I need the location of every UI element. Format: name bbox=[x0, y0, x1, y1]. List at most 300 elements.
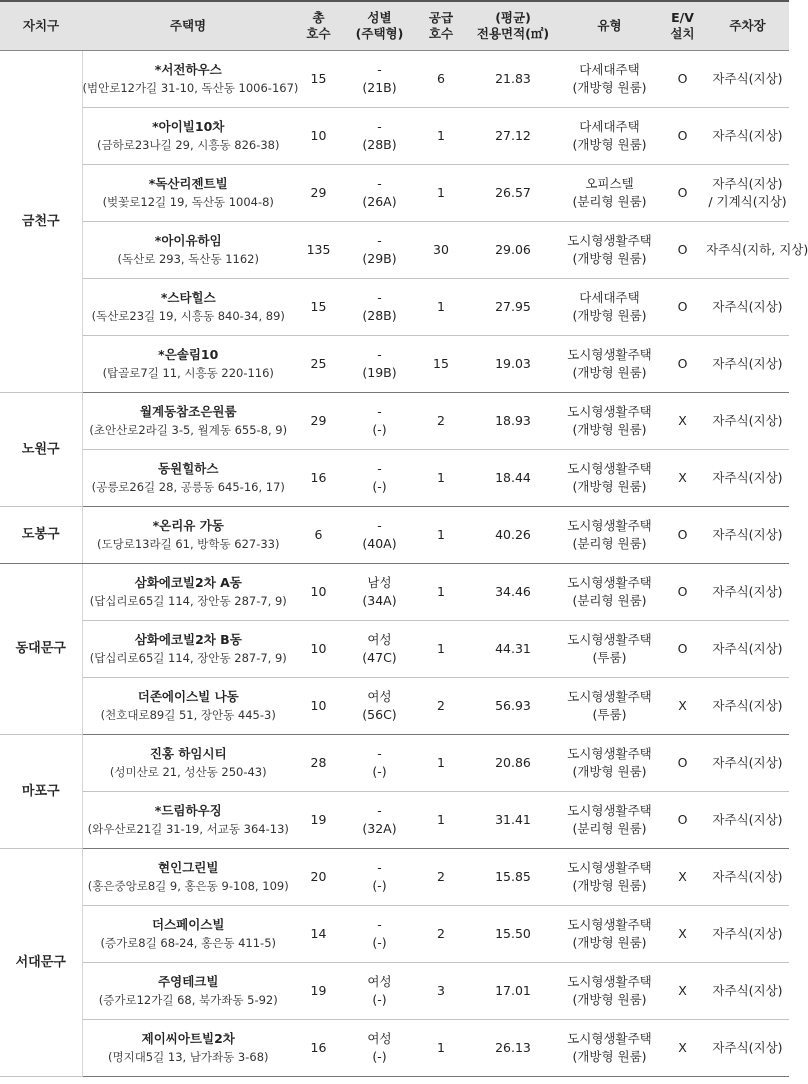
house-address: (증가로8길 68-24, 홍은동 411-5) bbox=[100, 936, 276, 950]
house-name: *스타힐스 bbox=[160, 290, 216, 305]
table-row bbox=[0, 450, 789, 507]
area: 20.86 bbox=[466, 735, 560, 792]
header-district: 자치구 bbox=[0, 1, 82, 51]
parking-cell bbox=[706, 165, 789, 222]
ev-installed: O bbox=[659, 165, 706, 222]
house-type: 도시형생활주택 bbox=[567, 404, 652, 419]
gender-cell bbox=[343, 108, 416, 165]
parking: 자주식(지상) bbox=[712, 926, 783, 941]
gender: - bbox=[377, 518, 382, 533]
ev-installed: O bbox=[659, 735, 706, 792]
house-name: *온리유 가동 bbox=[152, 518, 224, 533]
parking-cell bbox=[706, 792, 789, 849]
area: 18.93 bbox=[466, 393, 560, 450]
house-name-cell bbox=[82, 849, 294, 906]
house-type: 도시형생활주택 bbox=[567, 518, 652, 533]
supply-units: 1 bbox=[416, 108, 466, 165]
parking-cell bbox=[706, 678, 789, 735]
gender-cell bbox=[343, 963, 416, 1020]
gender: - bbox=[377, 917, 382, 932]
area: 29.06 bbox=[466, 222, 560, 279]
type-cell bbox=[560, 735, 659, 792]
ev-installed: O bbox=[659, 51, 706, 108]
unit-type: (-) bbox=[372, 878, 387, 893]
area: 18.44 bbox=[466, 450, 560, 507]
area: 15.50 bbox=[466, 906, 560, 963]
house-address: (초안산로2라길 3-5, 월계동 655-8, 9) bbox=[89, 423, 288, 437]
supply-units: 15 bbox=[416, 336, 466, 393]
gender: - bbox=[377, 176, 382, 191]
ev-installed: O bbox=[659, 108, 706, 165]
house-name: 더스페이스빌 bbox=[152, 917, 225, 932]
room-type: (개방형 원룸) bbox=[572, 251, 647, 266]
supply-units: 1 bbox=[416, 735, 466, 792]
supply-units: 30 bbox=[416, 222, 466, 279]
gender-cell bbox=[343, 906, 416, 963]
room-type: (개방형 원룸) bbox=[572, 935, 647, 950]
house-address: (명지대5길 13, 남가좌동 3-68) bbox=[107, 1050, 269, 1064]
total-units: 15 bbox=[294, 279, 343, 336]
house-address: (도당로13라길 61, 방학동 627-33) bbox=[97, 537, 280, 551]
gender-cell bbox=[343, 621, 416, 678]
house-name-cell bbox=[82, 393, 294, 450]
house-name: 진홍 하임시티 bbox=[149, 746, 227, 761]
ev-installed: O bbox=[659, 507, 706, 564]
gender-cell bbox=[343, 792, 416, 849]
total-units: 28 bbox=[294, 735, 343, 792]
total-units: 10 bbox=[294, 108, 343, 165]
room-type: (분리형 원룸) bbox=[572, 194, 647, 209]
parking-cell bbox=[706, 906, 789, 963]
gender: - bbox=[377, 347, 382, 362]
gender-cell bbox=[343, 51, 416, 108]
table-row bbox=[0, 963, 789, 1020]
gender-cell bbox=[343, 222, 416, 279]
unit-type: (56C) bbox=[362, 707, 397, 722]
house-address: (공릉로26길 28, 공릉동 645-16, 17) bbox=[91, 480, 285, 494]
unit-type: (-) bbox=[372, 422, 387, 437]
house-name: *아이유하임 bbox=[154, 233, 222, 248]
supply-units: 2 bbox=[416, 678, 466, 735]
header-gender: 성별 (주택형) bbox=[343, 1, 416, 51]
supply-units: 1 bbox=[416, 450, 466, 507]
ev-installed: X bbox=[659, 450, 706, 507]
parking: 자주식(지상) bbox=[712, 755, 783, 770]
parking-cell bbox=[706, 336, 789, 393]
table-row bbox=[0, 849, 789, 906]
parking: 자주식(지상) bbox=[712, 698, 783, 713]
house-name: 월계동참조은원룸 bbox=[139, 404, 237, 419]
ev-installed: O bbox=[659, 336, 706, 393]
table-row bbox=[0, 393, 789, 450]
gender: - bbox=[377, 290, 382, 305]
house-name-cell bbox=[82, 108, 294, 165]
room-type: (분리형 원룸) bbox=[572, 536, 647, 551]
room-type: (분리형 원룸) bbox=[572, 821, 647, 836]
parking-cell bbox=[706, 963, 789, 1020]
gender-cell bbox=[343, 849, 416, 906]
header-name: 주택명 bbox=[82, 1, 294, 51]
ev-installed: O bbox=[659, 564, 706, 621]
district-cell: 도봉구 bbox=[0, 507, 82, 564]
gender: 여성 bbox=[367, 632, 392, 647]
unit-type: (28B) bbox=[362, 137, 397, 152]
gender: - bbox=[377, 62, 382, 77]
total-units: 135 bbox=[294, 222, 343, 279]
table-row bbox=[0, 165, 789, 222]
house-address: (탑골로7길 11, 시흥동 220-116) bbox=[102, 366, 274, 380]
parking: 자주식(지상) bbox=[712, 299, 783, 314]
unit-type: (47C) bbox=[362, 650, 397, 665]
parking-extra: / 기계식(지상) bbox=[708, 194, 787, 209]
table-row bbox=[0, 1020, 789, 1077]
supply-units: 1 bbox=[416, 279, 466, 336]
table-row bbox=[0, 564, 789, 621]
unit-type: (-) bbox=[372, 992, 387, 1007]
supply-units: 1 bbox=[416, 165, 466, 222]
total-units: 10 bbox=[294, 621, 343, 678]
type-cell bbox=[560, 963, 659, 1020]
area: 21.83 bbox=[466, 51, 560, 108]
house-type: 다세대주택 bbox=[579, 290, 640, 305]
parking-cell bbox=[706, 450, 789, 507]
house-address: (답십리로65길 114, 장안동 287-7, 9) bbox=[89, 651, 287, 665]
area: 26.57 bbox=[466, 165, 560, 222]
house-type: 도시형생활주택 bbox=[567, 347, 652, 362]
unit-type: (-) bbox=[372, 1049, 387, 1064]
area: 34.46 bbox=[466, 564, 560, 621]
unit-type: (29B) bbox=[362, 251, 397, 266]
parking-cell bbox=[706, 393, 789, 450]
room-type: (개방형 원룸) bbox=[572, 137, 647, 152]
gender: - bbox=[377, 860, 382, 875]
parking-cell bbox=[706, 51, 789, 108]
ev-installed: O bbox=[659, 621, 706, 678]
parking-cell bbox=[706, 849, 789, 906]
type-cell bbox=[560, 1020, 659, 1077]
table-row bbox=[0, 279, 789, 336]
house-address: (범안로12가길 31-10, 독산동 1006-167) bbox=[82, 81, 299, 95]
type-cell bbox=[560, 906, 659, 963]
room-type: (투룸) bbox=[592, 707, 627, 722]
type-cell bbox=[560, 393, 659, 450]
total-units: 14 bbox=[294, 906, 343, 963]
total-units: 29 bbox=[294, 165, 343, 222]
house-name-cell bbox=[82, 792, 294, 849]
house-name-cell bbox=[82, 222, 294, 279]
gender: 남성 bbox=[367, 575, 392, 590]
gender: 여성 bbox=[367, 974, 392, 989]
house-name: *은솔림10 bbox=[158, 347, 219, 362]
district-cell: 마포구 bbox=[0, 735, 82, 849]
unit-type: (34A) bbox=[362, 593, 397, 608]
parking-cell bbox=[706, 108, 789, 165]
house-address: (벚꽃로12길 19, 독산동 1004-8) bbox=[102, 195, 274, 209]
house-type: 도시형생활주택 bbox=[567, 233, 652, 248]
unit-type: (21B) bbox=[362, 80, 397, 95]
total-units: 29 bbox=[294, 393, 343, 450]
room-type: (투룸) bbox=[592, 650, 627, 665]
house-address: (홍은중앙로8길 9, 홍은동 9-108, 109) bbox=[87, 879, 289, 893]
gender: 여성 bbox=[367, 689, 392, 704]
house-name-cell bbox=[82, 279, 294, 336]
unit-type: (-) bbox=[372, 935, 387, 950]
supply-units: 2 bbox=[416, 849, 466, 906]
room-type: (분리형 원룸) bbox=[572, 593, 647, 608]
house-type: 도시형생활주택 bbox=[567, 803, 652, 818]
room-type: (개방형 원룸) bbox=[572, 308, 647, 323]
parking-cell bbox=[706, 507, 789, 564]
total-units: 19 bbox=[294, 963, 343, 1020]
type-cell bbox=[560, 222, 659, 279]
ev-installed: X bbox=[659, 1020, 706, 1077]
header-total: 총 호수 bbox=[294, 1, 343, 51]
ev-installed: X bbox=[659, 963, 706, 1020]
type-cell bbox=[560, 849, 659, 906]
parking-cell bbox=[706, 564, 789, 621]
table-row bbox=[0, 51, 789, 108]
parking: 자주식(지상) bbox=[712, 356, 783, 371]
gender: - bbox=[377, 461, 382, 476]
table-row bbox=[0, 792, 789, 849]
area: 15.85 bbox=[466, 849, 560, 906]
house-name: *드림하우징 bbox=[154, 803, 222, 818]
house-address: (금하로23나길 29, 시흥동 826-38) bbox=[97, 138, 280, 152]
parking-cell bbox=[706, 621, 789, 678]
ev-installed: O bbox=[659, 222, 706, 279]
table-row bbox=[0, 336, 789, 393]
parking: 자주식(지상) bbox=[712, 1040, 783, 1055]
district-cell: 서대문구 bbox=[0, 849, 82, 1077]
area: 40.26 bbox=[466, 507, 560, 564]
type-cell bbox=[560, 450, 659, 507]
parking: 자주식(지하, 지상) bbox=[706, 242, 808, 257]
house-address: (답십리로65길 114, 장안동 287-7, 9) bbox=[89, 594, 287, 608]
table-body bbox=[0, 51, 808, 1077]
house-name: *독산리젠트빌 bbox=[148, 176, 228, 191]
type-cell bbox=[560, 621, 659, 678]
supply-units: 6 bbox=[416, 51, 466, 108]
room-type: (개방형 원룸) bbox=[572, 365, 647, 380]
area: 19.03 bbox=[466, 336, 560, 393]
gender-cell bbox=[343, 165, 416, 222]
type-cell bbox=[560, 792, 659, 849]
house-address: (성미산로 21, 성산동 250-43) bbox=[109, 765, 267, 779]
house-name: 동원힐하스 bbox=[158, 461, 219, 476]
house-name-cell bbox=[82, 735, 294, 792]
room-type: (개방형 원룸) bbox=[572, 992, 647, 1007]
house-type: 다세대주택 bbox=[579, 62, 640, 77]
area: 17.01 bbox=[466, 963, 560, 1020]
parking: 자주식(지상) bbox=[712, 71, 783, 86]
room-type: (개방형 원룸) bbox=[572, 422, 647, 437]
unit-type: (-) bbox=[372, 764, 387, 779]
gender: - bbox=[377, 233, 382, 248]
table-header bbox=[0, 1, 789, 51]
type-cell bbox=[560, 51, 659, 108]
parking: 자주식(지상) bbox=[712, 176, 783, 191]
house-type: 다세대주택 bbox=[579, 119, 640, 134]
house-name-cell bbox=[82, 507, 294, 564]
ev-installed: X bbox=[659, 678, 706, 735]
ev-installed: X bbox=[659, 906, 706, 963]
ev-installed: X bbox=[659, 849, 706, 906]
parking-cell bbox=[706, 1020, 789, 1077]
parking-cell bbox=[706, 735, 789, 792]
header-parking: 주차장 bbox=[706, 1, 789, 51]
type-cell bbox=[560, 564, 659, 621]
house-type: 오피스텔 bbox=[585, 176, 634, 191]
district-cell: 노원구 bbox=[0, 393, 82, 507]
area: 27.95 bbox=[466, 279, 560, 336]
house-name-cell bbox=[82, 621, 294, 678]
supply-units: 1 bbox=[416, 792, 466, 849]
ev-installed: O bbox=[659, 279, 706, 336]
house-address: (와우산로21길 31-19, 서교동 364-13) bbox=[87, 822, 289, 836]
parking: 자주식(지상) bbox=[712, 584, 783, 599]
table-row bbox=[0, 678, 789, 735]
type-cell bbox=[560, 108, 659, 165]
supply-units: 2 bbox=[416, 906, 466, 963]
supply-units: 2 bbox=[416, 393, 466, 450]
house-address: (독산로23길 19, 시흥동 840-34, 89) bbox=[91, 309, 285, 323]
total-units: 6 bbox=[294, 507, 343, 564]
gender-cell bbox=[343, 279, 416, 336]
house-name-cell bbox=[82, 963, 294, 1020]
area: 44.31 bbox=[466, 621, 560, 678]
ev-installed: X bbox=[659, 393, 706, 450]
area: 56.93 bbox=[466, 678, 560, 735]
total-units: 15 bbox=[294, 51, 343, 108]
house-type: 도시형생활주택 bbox=[567, 860, 652, 875]
house-type: 도시형생활주택 bbox=[567, 632, 652, 647]
gender-cell bbox=[343, 450, 416, 507]
total-units: 16 bbox=[294, 450, 343, 507]
unit-type: (19B) bbox=[362, 365, 397, 380]
total-units: 10 bbox=[294, 564, 343, 621]
house-address: (증가로12가길 68, 북가좌동 5-92) bbox=[98, 993, 278, 1007]
house-name: 더존에이스빌 나동 bbox=[137, 689, 239, 704]
gender-cell bbox=[343, 507, 416, 564]
district-cell: 동대문구 bbox=[0, 564, 82, 735]
house-type: 도시형생활주택 bbox=[567, 974, 652, 989]
parking: 자주식(지상) bbox=[712, 812, 783, 827]
header-ev: E/V 설치 bbox=[659, 1, 706, 51]
house-name-cell bbox=[82, 450, 294, 507]
house-name: 현인그린빌 bbox=[158, 860, 219, 875]
house-name-cell bbox=[82, 1020, 294, 1077]
house-address: (독산로 293, 독산동 1162) bbox=[117, 252, 259, 266]
area: 26.13 bbox=[466, 1020, 560, 1077]
gender-cell bbox=[343, 735, 416, 792]
supply-units: 1 bbox=[416, 507, 466, 564]
supply-units: 1 bbox=[416, 621, 466, 678]
type-cell bbox=[560, 336, 659, 393]
house-name-cell bbox=[82, 564, 294, 621]
house-name-cell bbox=[82, 51, 299, 108]
area: 27.12 bbox=[466, 108, 560, 165]
gender-cell bbox=[343, 336, 416, 393]
total-units: 19 bbox=[294, 792, 343, 849]
supply-units: 3 bbox=[416, 963, 466, 1020]
house-type: 도시형생활주택 bbox=[567, 689, 652, 704]
unit-type: (40A) bbox=[362, 536, 397, 551]
table-row bbox=[0, 507, 789, 564]
house-name-cell bbox=[82, 678, 294, 735]
house-type: 도시형생활주택 bbox=[567, 917, 652, 932]
house-type: 도시형생활주택 bbox=[567, 1031, 652, 1046]
header-area: (평균) 전용면적(㎡) bbox=[466, 1, 560, 51]
house-address: (천호대로89길 51, 장안동 445-3) bbox=[100, 708, 276, 722]
house-name: 주영테크빌 bbox=[158, 974, 219, 989]
house-name: *서전하우스 bbox=[154, 62, 222, 77]
area: 31.41 bbox=[466, 792, 560, 849]
header-supply: 공급 호수 bbox=[416, 1, 466, 51]
parking-cell bbox=[706, 279, 789, 336]
parking: 자주식(지상) bbox=[712, 470, 783, 485]
gender: - bbox=[377, 404, 382, 419]
gender: 여성 bbox=[367, 1031, 392, 1046]
total-units: 20 bbox=[294, 849, 343, 906]
house-name: *아이빌10차 bbox=[152, 119, 225, 134]
house-type: 도시형생활주택 bbox=[567, 746, 652, 761]
table-row bbox=[0, 906, 789, 963]
ev-installed: O bbox=[659, 792, 706, 849]
unit-type: (28B) bbox=[362, 308, 397, 323]
house-name: 제이씨아트빌2차 bbox=[141, 1031, 235, 1046]
room-type: (개방형 원룸) bbox=[572, 80, 647, 95]
gender-cell bbox=[343, 678, 416, 735]
gender-cell bbox=[343, 1020, 416, 1077]
parking: 자주식(지상) bbox=[712, 413, 783, 428]
header-type: 유형 bbox=[560, 1, 659, 51]
room-type: (개방형 원룸) bbox=[572, 764, 647, 779]
house-name: 삼화에코빌2차 B동 bbox=[134, 632, 242, 647]
gender: - bbox=[377, 746, 382, 761]
gender-cell bbox=[343, 393, 416, 450]
parking: 자주식(지상) bbox=[712, 641, 783, 656]
table-row bbox=[0, 621, 789, 678]
room-type: (개방형 원룸) bbox=[572, 479, 647, 494]
type-cell bbox=[560, 165, 659, 222]
total-units: 10 bbox=[294, 678, 343, 735]
house-name-cell bbox=[82, 906, 294, 963]
supply-units: 1 bbox=[416, 564, 466, 621]
house-name: 삼화에코빌2차 A동 bbox=[134, 575, 242, 590]
parking: 자주식(지상) bbox=[712, 527, 783, 542]
house-type: 도시형생활주택 bbox=[567, 575, 652, 590]
district-cell: 금천구 bbox=[0, 51, 82, 393]
unit-type: (32A) bbox=[362, 821, 397, 836]
parking: 자주식(지상) bbox=[712, 869, 783, 884]
unit-type: (-) bbox=[372, 479, 387, 494]
parking-cell bbox=[706, 222, 808, 279]
room-type: (개방형 원룸) bbox=[572, 878, 647, 893]
supply-units: 1 bbox=[416, 1020, 466, 1077]
table-row bbox=[0, 735, 789, 792]
gender: - bbox=[377, 803, 382, 818]
house-type: 도시형생활주택 bbox=[567, 461, 652, 476]
house-name-cell bbox=[82, 165, 294, 222]
gender: - bbox=[377, 119, 382, 134]
table-row bbox=[0, 108, 789, 165]
parking: 자주식(지상) bbox=[712, 128, 783, 143]
total-units: 16 bbox=[294, 1020, 343, 1077]
type-cell bbox=[560, 279, 659, 336]
table-row bbox=[0, 222, 789, 279]
type-cell bbox=[560, 678, 659, 735]
house-name-cell bbox=[82, 336, 294, 393]
